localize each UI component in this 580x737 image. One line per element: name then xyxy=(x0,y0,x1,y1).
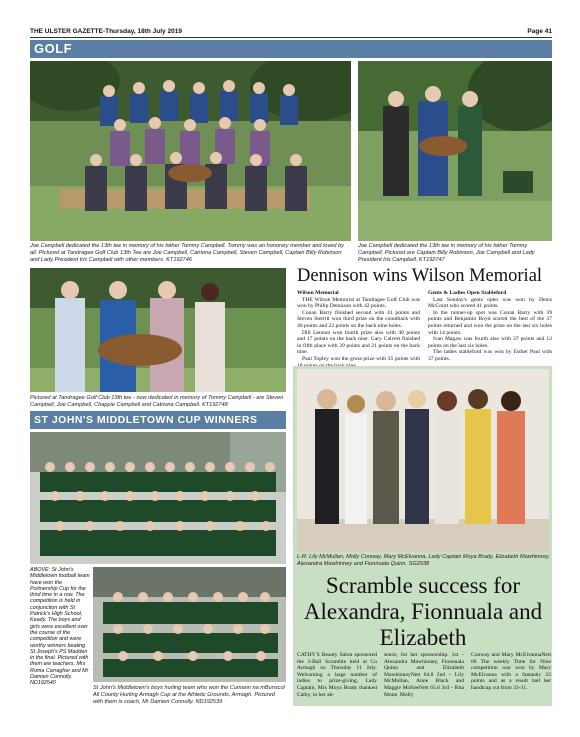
scramble-column-1: CATHY'S Beauty Salon sponsored the 3-Ball Scramble held at Co Armagh on Thursday 11 July. Welcoming a large number of ladies to prize-giving, Lady Captain, Mrs Moya Brady thanked Cathy, in her ab- xyxy=(297,652,377,698)
wilson-paragraph: Paul Topley won the gross prize with 35 points with xyxy=(302,355,420,362)
hurling-team-photo xyxy=(93,567,286,682)
stableford-paragraph: In the runner-up spot was Conan Barry with 39 points and Benjamin Boyd scored the best of the 37 points returned and won the prize on the last six holes with 14 points. xyxy=(428,309,552,336)
wilson-headline: Dennison wins Wilson Memorial xyxy=(297,266,543,286)
group-photo-caption: Joe Campbell dedicated the 13th tee in memory of his father Tommy Campbell. Tommy was an honorary member and loved by all. Pictured at Tandragee Golf Club 13th Tee are Joe Campbell, Catriona Campbell, Steven Campbell, Captain Billy Robinson and Lady President Iris Campbell with other members. KT192746 xyxy=(30,243,344,263)
ladies-photo xyxy=(297,369,549,552)
football-photo-caption: ABOVE: St John's Middletown football team have won the Portnership Cup for the third time in a row. The competition is held in conjunction with St Patrick's High School, Keady. The boys and girls were excellent over the course of the competition and were worthy winners beating St Joseph's PS Madden in the final. Pictured with them are teachers, Mrs Roma Carragher and Mr Damien Connolly. ND192540 xyxy=(30,567,90,687)
wilson-paragraph: Conan Barry finished second with 41 points and Steven Sterritt won third prize on the countback with 40 points and 22 points on the back nine holes. xyxy=(297,309,420,329)
masthead-rule xyxy=(30,37,552,38)
wilson-subhead: Wilson Memorial xyxy=(297,290,339,296)
stableford-paragraph: Last Sunday's gents open was won by Denis McCourt who scored 41 points. xyxy=(428,296,552,310)
stableford-paragraph: The ladies stableford was won by Esther Paul with 37 points. xyxy=(428,349,552,362)
four-photo-caption: Joe Campbell dedicated the 13th tee in memory of his father Tommy Campbell. Pictured are Captain Billy Robinson, Joe Campbell and Lady President Iris Campbell. KT192747 xyxy=(358,243,535,263)
golf-section-bar: GOLF xyxy=(30,40,552,58)
plaque-photo-caption: Pictured at Tandragee Golf Club 13th tee - now dedicated in memory of Tommy Campbell - are Steven Campbell, Joe Campbell, Chappie Campbell and Catriona Campbell. KT192748 xyxy=(30,395,284,408)
publication-line: THE ULSTER GAZETTE-Thursday, 18th July 2019 xyxy=(30,28,182,35)
golf-plaque-photo xyxy=(30,268,286,392)
scramble-headline: Scramble success for Alexandra, Fionnuala and Elizabeth xyxy=(303,573,543,650)
wilson-column-2 xyxy=(428,290,552,363)
scramble-column-2: sence, for her sponsorship. 1st – Alexandra Mawhinney, Fionnuala Quinn and Elizabeth MawhinneyNett 64.8 2nd – Lily McMullan, Anne Black and Maggie McKeeNett 65.6 3rd – Rita Mone, Molly xyxy=(384,652,464,698)
page-number: Page 41 xyxy=(527,28,552,35)
wilson-paragraph: THE Wilson Memorial at Tandragee Golf Club was won by Philip Dennison with 42 points. xyxy=(297,296,420,310)
stjohns-section-bar: ST JOHN'S MIDDLETOWN CUP WINNERS xyxy=(30,411,286,429)
stableford-subhead: Gents & Ladies Open Stableford xyxy=(428,290,507,296)
football-team-photo xyxy=(30,432,286,564)
wilson-column-1 xyxy=(297,290,420,369)
ladies-photo-caption: L-R: Lily McMullan, Molly Conway, Mary McElvanna, Lady Captain Moya Brady, Elizabeth Mawhinney, Alexandra Mawhinney and Fionnuala Quinn. SG2938 xyxy=(297,554,550,567)
golf-group-photo xyxy=(30,61,351,241)
wilson-paragraph: Dill Lennon won fourth prize also with 40 points and 17 points on the back nine. Gary Calvert finished in fifth place with 39 points and 21 points on the back nine. xyxy=(297,329,420,356)
scramble-column-3: Conway and Mary McElvannaNett 66 The weekly Time for Nine competition was won by Mary McElvanna with a fantastic 22 points and as a result had her handicap cut from 33-31. xyxy=(471,652,551,691)
stableford-paragraph: Ivan Magaw was fourth also with 37 points and 12 points on the last six holes. xyxy=(428,336,552,349)
hurling-photo-caption: St John's Middletown's boys hurling team who won the Cumann na mBunscol All County Hurling Armagh Cup at the Athletic Grounds, Armagh. Pictured with them is coach, Mr Damien Connolly. ND192539 xyxy=(93,685,285,705)
golf-four-photo xyxy=(358,61,552,241)
